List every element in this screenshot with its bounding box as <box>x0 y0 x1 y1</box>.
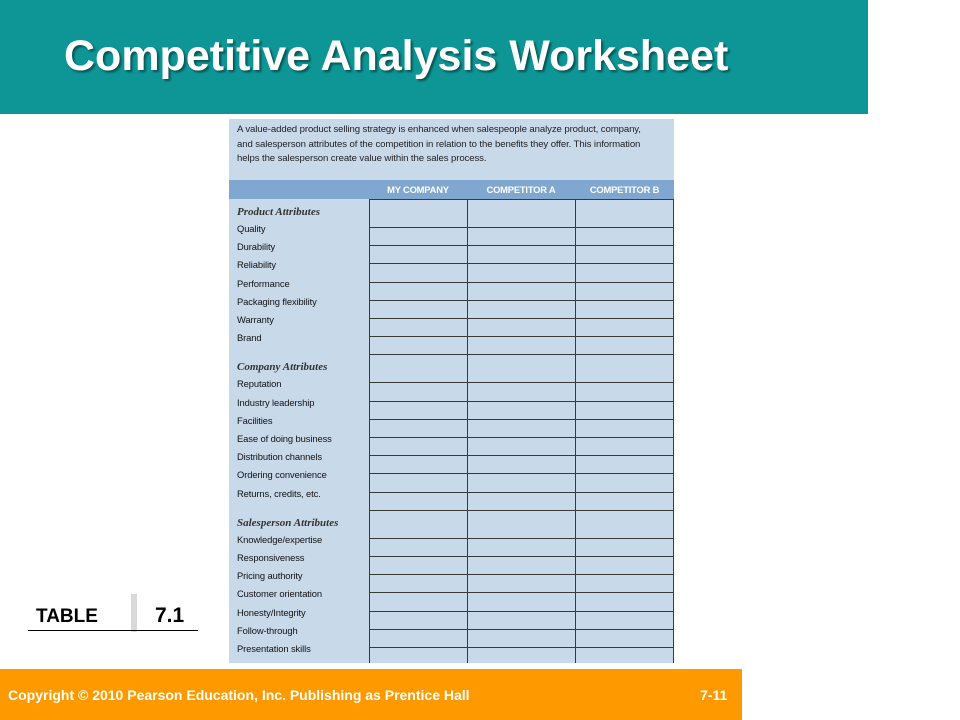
slide-title: Competitive Analysis Worksheet <box>64 32 729 80</box>
section-title: Product Attributes <box>237 206 321 218</box>
grid-line <box>467 199 468 663</box>
grid-line <box>369 492 674 493</box>
table-number: 7.1 <box>155 604 185 627</box>
grid-line <box>369 318 674 319</box>
grid-line <box>369 647 674 648</box>
worksheet-grid <box>369 199 674 663</box>
grid-line <box>369 592 674 593</box>
grid-line <box>369 263 674 264</box>
row-label: Distribution channels <box>237 451 322 463</box>
footer-copyright: Copyright © 2010 Pearson Education, Inc. Publishing as Prentice Hall <box>8 687 470 703</box>
row-label: Ease of doing business <box>237 433 332 444</box>
grid-line <box>369 556 674 557</box>
row-label: Performance <box>237 277 290 289</box>
row-label: Warranty <box>237 314 274 325</box>
grid-line <box>369 401 674 402</box>
row-label: Reliability <box>237 259 277 271</box>
table-tag-underline <box>28 630 198 631</box>
row-label: Pricing authority <box>237 570 303 582</box>
row-label: Brand <box>237 332 262 344</box>
grid-line <box>369 574 674 575</box>
column-header-competitor-a: COMPETITOR A <box>486 184 556 195</box>
grid-line <box>369 437 674 438</box>
row-label: Reputation <box>237 378 282 390</box>
row-label: Honesty/Integrity <box>237 606 306 618</box>
row-label: Durability <box>237 241 276 253</box>
row-label: Follow-through <box>237 624 298 636</box>
row-label: Packaging flexibility <box>237 295 317 307</box>
row-label: Presentation skills <box>237 643 311 654</box>
grid-line <box>369 227 674 228</box>
grid-line <box>575 199 576 663</box>
row-label: Industry leadership <box>237 396 315 408</box>
grid-line <box>369 336 674 337</box>
grid-line <box>369 300 674 301</box>
row-label: Customer orientation <box>237 588 323 600</box>
row-label: Quality <box>237 223 266 234</box>
section-title: Salesperson Attributes <box>237 516 339 529</box>
grid-line <box>369 199 370 663</box>
table-tag-divider <box>131 594 137 632</box>
row-label: Ordering convenience <box>237 469 327 481</box>
grid-line <box>369 245 674 246</box>
grid-line <box>369 629 674 630</box>
worksheet-intro: A value-added product selling strategy is enhanced when salespeople analyze product, company, and salesperson attributes of the competition in relation to the benefits they offer. This information helps the salesperson create value within the sales process. <box>237 124 641 165</box>
row-label: Responsiveness <box>237 552 305 563</box>
column-header-my-company: MY COMPANY <box>387 184 449 195</box>
page-number: 7-11 <box>700 687 728 703</box>
row-label: Facilities <box>237 414 273 426</box>
grid-line <box>369 354 674 355</box>
grid-line <box>673 199 674 663</box>
row-label: Returns, credits, etc. <box>237 487 321 499</box>
grid-line <box>369 419 674 420</box>
worksheet-table <box>229 119 674 663</box>
grid-line <box>369 538 674 539</box>
grid-line <box>369 473 674 474</box>
grid-line <box>369 199 674 200</box>
grid-line <box>369 282 674 283</box>
grid-line <box>369 382 674 383</box>
grid-line <box>369 510 674 511</box>
column-header-competitor-b: COMPETITOR B <box>589 184 660 195</box>
grid-line <box>369 611 674 612</box>
table-word: TABLE <box>36 606 98 627</box>
grid-line <box>369 455 674 456</box>
row-label: Knowledge/expertise <box>237 533 323 545</box>
section-title: Company Attributes <box>237 361 328 374</box>
